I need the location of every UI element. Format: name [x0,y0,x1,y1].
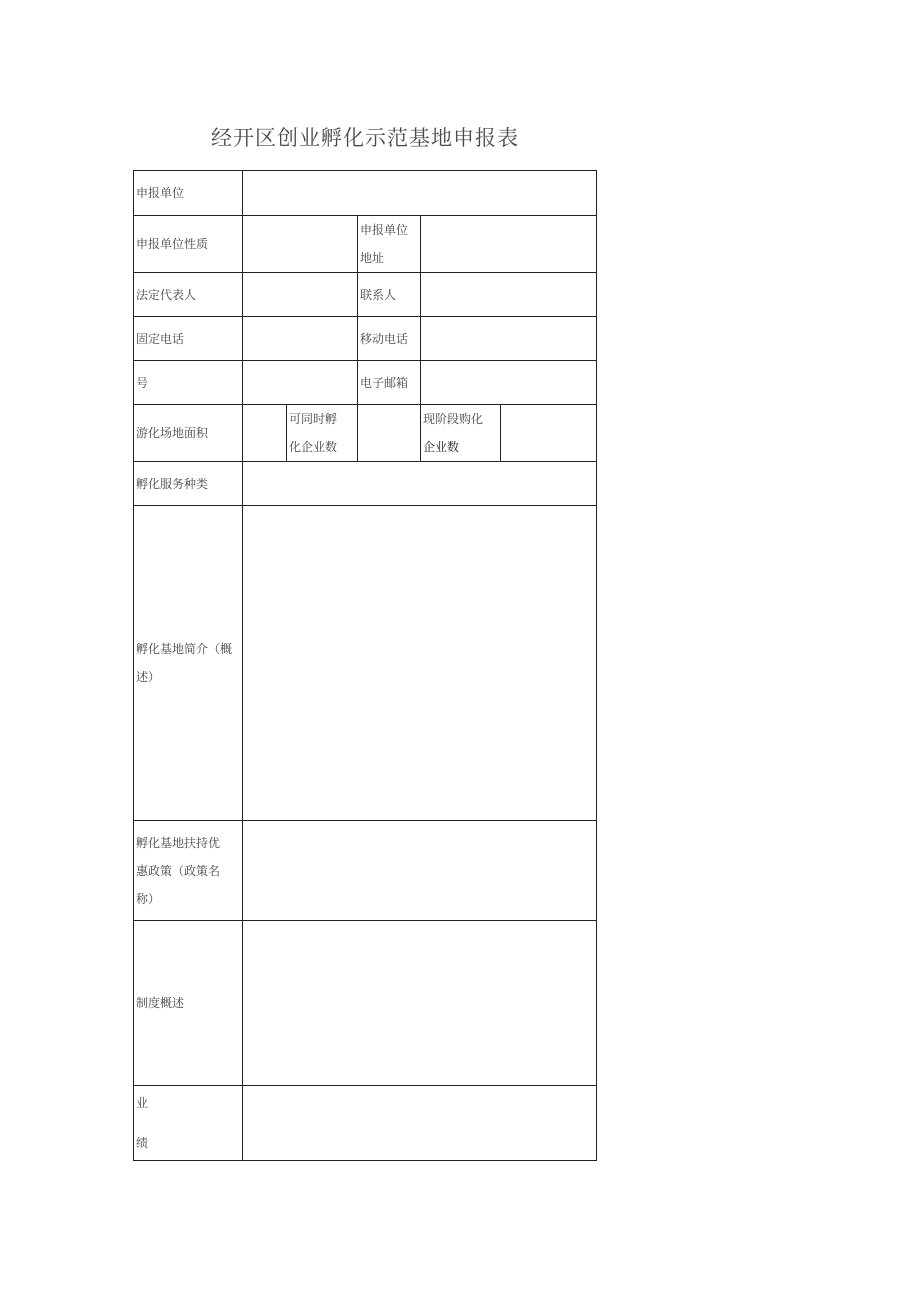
label-area: 游化场地面积 [134,405,243,462]
row-phones [134,317,597,361]
row-intro [134,506,597,821]
label-policy-line3: 称） [136,891,161,906]
label-performance-gap [136,1117,242,1129]
field-applicant-address[interactable] [421,216,597,273]
row-policy [134,821,597,921]
field-mobile[interactable] [421,317,597,361]
label-mobile: 移动电话 [358,317,421,361]
field-email[interactable] [421,361,597,405]
label-landline: 固定电话 [134,317,243,361]
page-title: 经开区创业孵化示范基地申报表 [211,126,519,150]
row-performance [134,1086,597,1161]
label-service-types: 孵化服务种类 [134,462,243,506]
label-intro-line2: 述） [136,670,161,684]
row-legal-contact [134,273,597,317]
label-legal-rep: 法定代表人 [134,273,243,317]
label-applicant-address-line2: 地址 [360,251,385,265]
field-applicant-nature[interactable] [243,216,358,273]
label-policy [134,821,243,921]
field-intro[interactable] [243,506,597,821]
label-applicant-address [358,216,421,273]
field-performance[interactable] [243,1086,597,1161]
label-intro [134,506,243,821]
label-current-line1: 现阶段购化 [423,412,484,426]
application-form-table [133,170,597,1161]
label-capacity-line2: 化企业数 [289,440,338,454]
row-system [134,921,597,1086]
field-current-count[interactable] [501,405,597,462]
row-number-email [134,361,597,405]
label-intro-line1: 孵化基地简介（概 [136,642,233,656]
field-legal-rep[interactable] [243,273,358,317]
field-area[interactable] [243,405,287,462]
label-contact-person: 联系人 [358,273,421,317]
field-policy[interactable] [243,821,597,921]
label-current-count [421,405,501,462]
label-number: 号 [134,361,243,405]
field-landline[interactable] [243,317,358,361]
row-applicant-unit [134,171,597,216]
label-current-line2: 企业数 [423,440,460,454]
label-performance-line1: 业 [136,1096,149,1110]
label-applicant-unit: 申报单位 [134,171,243,216]
row-service-types [134,462,597,506]
field-applicant-unit[interactable] [243,171,597,216]
field-number[interactable] [243,361,358,405]
field-service-types[interactable] [243,462,597,506]
label-capacity [287,405,358,462]
label-performance [134,1086,243,1161]
field-capacity[interactable] [358,405,421,462]
field-system[interactable] [243,921,597,1086]
label-applicant-address-line1: 申报单位 [360,223,409,237]
label-performance-line2: 绩 [136,1136,149,1150]
label-email: 电子邮箱 [358,361,421,405]
field-contact-person[interactable] [421,273,597,317]
label-system: 制度概述 [134,921,243,1086]
label-applicant-nature: 申报单位性质 [134,216,243,273]
row-area-capacity [134,405,597,462]
label-policy-line1: 孵化基地扶持优 [136,835,221,850]
row-nature-address [134,216,597,273]
label-policy-line2: 惠政策（政策名 [136,863,221,878]
label-capacity-line1: 可同时孵 [289,412,338,426]
